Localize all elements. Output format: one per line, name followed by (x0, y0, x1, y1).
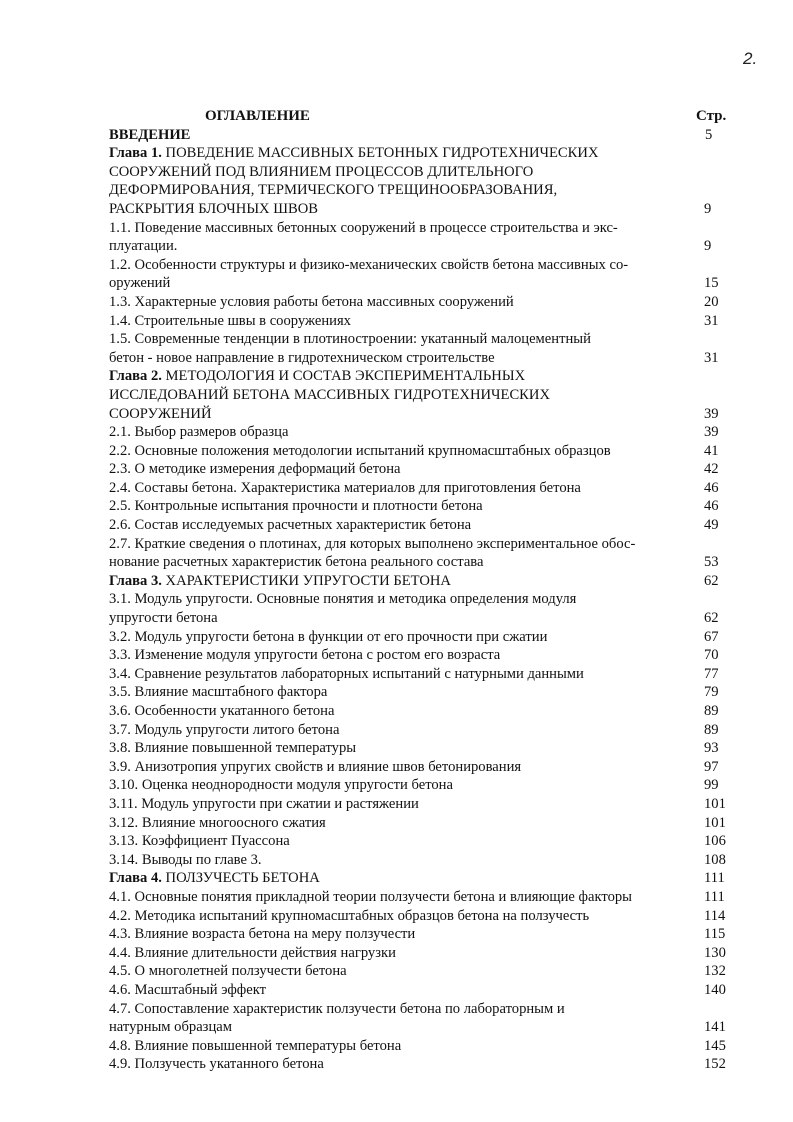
toc-entry-page: 39 (704, 424, 719, 441)
toc-entry-line: 1.4. Строительные швы в сооружениях (109, 312, 351, 329)
toc-entry-text (109, 702, 684, 721)
toc-entry-page: 152 (704, 1056, 726, 1073)
toc-entry-line: СООРУЖЕНИЙ ПОД ВЛИЯНИЕМ ПРОЦЕССОВ ДЛИТЕЛЬНОГО (109, 163, 534, 180)
toc-section[interactable] (109, 925, 739, 944)
toc-title: ОГЛАВЛЕНИЕ (205, 108, 310, 124)
toc-entry-line: оружений (109, 275, 171, 292)
toc-entry-page: 20 (704, 293, 719, 310)
toc-entry-line: нование расчетных характеристик бетона реального состава (109, 554, 484, 571)
toc-entry-text (109, 256, 684, 293)
toc-entry-text (109, 535, 684, 572)
toc-entry-text (109, 367, 684, 423)
chapter-title: МЕТОДОЛОГИЯ И СОСТАВ ЭКСПЕРИМЕНТАЛЬНЫХ (161, 368, 526, 385)
toc-entry-page: 67 (704, 628, 719, 645)
toc-entry-line: 3.9. Анизотропия упругих свойств и влияние швов бетонирования (109, 758, 522, 775)
toc-entry-page: 130 (704, 944, 726, 961)
toc-entry-page: 62 (704, 610, 719, 627)
toc-entry-page: 101 (704, 814, 726, 831)
toc-entry-page: 49 (704, 517, 719, 534)
toc-entry-page: 111 (704, 870, 725, 887)
toc-entry-page: 9 (704, 200, 712, 217)
toc-section[interactable] (109, 739, 739, 758)
toc-chapter[interactable] (109, 869, 739, 888)
toc-section[interactable] (109, 832, 739, 851)
toc-entry-text (109, 1037, 684, 1056)
toc-entries (109, 144, 739, 1074)
toc-entry-page: 97 (704, 758, 719, 775)
toc-entry-line (109, 869, 684, 888)
toc-entry-page: 31 (704, 349, 719, 366)
toc-entry-page: 145 (704, 1037, 726, 1054)
toc-entry-line: РАСКРЫТИЯ БЛОЧНЫХ ШВОВ (109, 200, 318, 217)
toc-entry-text (109, 312, 684, 331)
toc-entry-text (109, 330, 684, 367)
toc-section[interactable] (109, 293, 739, 312)
toc-entry-page: 42 (704, 461, 719, 478)
toc-section[interactable] (109, 312, 739, 331)
toc-entry-text (109, 758, 684, 777)
toc-entry-line: бетон - новое направление в гидротехническом строительстве (109, 349, 495, 366)
toc-entry-line: 3.5. Влияние масштабного фактора (109, 684, 328, 701)
toc-section[interactable] (109, 628, 739, 647)
toc-entry-page: 62 (704, 572, 719, 589)
toc-entry-text (109, 1000, 684, 1037)
toc-entry-line: 4.3. Влияние возраста бетона на меру ползучести (109, 926, 416, 943)
toc-entry-text (109, 925, 684, 944)
toc-section[interactable] (109, 516, 739, 535)
toc-entry-line: 3.11. Модуль упругости при сжатии и растяжении (109, 795, 419, 812)
toc-entry-line: 2.5. Контрольные испытания прочности и плотности бетона (109, 498, 483, 515)
toc-chapter[interactable] (109, 572, 739, 591)
toc-entry-line: 3.14. Выводы по главе 3. (109, 851, 262, 868)
toc-entry-text: ВВЕДЕНИЕ (109, 126, 191, 143)
toc-section[interactable] (109, 851, 739, 870)
toc-entry-line: 4.6. Масштабный эффект (109, 981, 266, 998)
toc-section[interactable] (109, 814, 739, 833)
toc-entry-line: 3.8. Влияние повышенной температуры (109, 740, 357, 757)
toc-section[interactable] (109, 665, 739, 684)
toc-entry-page: 46 (704, 479, 719, 496)
toc-entry-text (109, 888, 684, 907)
toc-section[interactable] (109, 944, 739, 963)
toc-entry-page: 99 (704, 777, 719, 794)
toc-section[interactable] (109, 721, 739, 740)
toc-entry-text (109, 776, 684, 795)
toc-entry-line: 1.5. Современные тенденции в плотиностроении: укатанный малоцементный (109, 331, 591, 348)
toc-entry-line: упругости бетона (109, 610, 218, 627)
toc-entry-line: 3.4. Сравнение результатов лабораторных испытаний с натурными данными (109, 665, 584, 682)
toc-entry-text (109, 144, 684, 218)
toc-entry-line: ИССЛЕДОВАНИЙ БЕТОНА МАССИВНЫХ ГИДРОТЕХНИЧЕСКИХ (109, 386, 550, 403)
toc-section[interactable] (109, 590, 739, 627)
toc-entry-line: ДЕФОРМИРОВАНИЯ, ТЕРМИЧЕСКОГО ТРЕЩИНООБРАЗОВАНИЯ, (109, 182, 558, 199)
toc-entry-page: 5 (705, 126, 713, 143)
toc-entry-page: 39 (704, 405, 719, 422)
toc-section[interactable] (109, 330, 739, 367)
chapter-label: Глава 3. (109, 572, 162, 589)
toc-entry-text (109, 460, 684, 479)
toc-entry-line: 3.10. Оценка неоднородности модуля упругости бетона (109, 777, 453, 794)
toc-entry-text (109, 962, 684, 981)
toc-entry-line: 3.3. Изменение модуля упругости бетона с ростом его возраста (109, 647, 501, 664)
toc-entry-line: 3.1. Модуль упругости. Основные понятия и методика определения модуля (109, 591, 577, 608)
toc-entry-text (109, 721, 684, 740)
toc-entry-text (109, 497, 684, 516)
toc-section[interactable] (109, 702, 739, 721)
toc-section[interactable] (109, 776, 739, 795)
toc-entry-line (109, 572, 684, 591)
toc-section[interactable] (109, 256, 739, 293)
toc-entry-text (109, 814, 684, 833)
toc-section[interactable] (109, 423, 739, 442)
toc-entry-line: 4.4. Влияние длительности действия нагрузки (109, 944, 396, 961)
toc-entry-introduction[interactable] (109, 126, 739, 145)
toc-entry-page: 31 (704, 312, 719, 329)
toc-entry-line: 2.4. Составы бетона. Характеристика материалов для приготовления бетона (109, 479, 581, 496)
toc-entry-text (109, 944, 684, 963)
toc-entry-page: 79 (704, 684, 719, 701)
page-column-label: Стр. (696, 108, 727, 124)
toc-section[interactable] (109, 460, 739, 479)
toc-entry-text (109, 739, 684, 758)
toc-entry-line: 3.7. Модуль упругости литого бетона (109, 721, 340, 738)
toc-entry-page: 41 (704, 442, 719, 459)
toc-section[interactable] (109, 1055, 739, 1074)
chapter-label: Глава 2. (109, 368, 162, 385)
toc-entry-page: 140 (704, 981, 726, 998)
toc-entry-line: 2.6. Состав исследуемых расчетных характеристик бетона (109, 517, 472, 534)
toc-entry-text (109, 1055, 684, 1074)
toc-entry-page: 108 (704, 851, 726, 868)
toc-entry-line: 2.1. Выбор размеров образца (109, 424, 289, 441)
toc-entry-page: 15 (704, 275, 719, 292)
toc-entry-page: 46 (704, 498, 719, 515)
toc-entry-line: 4.9. Ползучесть укатанного бетона (109, 1056, 324, 1073)
chapter-title: ПОЛЗУЧЕСТЬ БЕТОНА (161, 870, 320, 887)
toc-section[interactable] (109, 1000, 739, 1037)
toc-entry-text (109, 442, 684, 461)
toc-entry-text (109, 832, 684, 851)
toc-entry-page: 114 (704, 907, 726, 924)
toc-section[interactable] (109, 888, 739, 907)
toc-entry-line: 3.6. Особенности укатанного бетона (109, 703, 335, 719)
toc-section[interactable] (109, 1037, 739, 1056)
toc-chapter[interactable] (109, 367, 739, 423)
toc-entry-text (109, 907, 684, 926)
toc-section[interactable] (109, 479, 739, 498)
toc-entry-page: 53 (704, 554, 719, 571)
table-of-contents (109, 107, 739, 1074)
toc-entry-page: 111 (704, 888, 725, 905)
toc-entry-page: 93 (704, 740, 719, 757)
toc-entry-text (109, 646, 684, 665)
toc-entry-line: 1.2. Особенности структуры и физико-механических свойств бетона массивных со- (109, 256, 629, 273)
toc-entry-line: 4.1. Основные понятия прикладной теории ползучести бетона и влияющие факторы (109, 888, 632, 905)
toc-section[interactable] (109, 646, 739, 665)
chapter-label: Глава 4. (109, 870, 162, 887)
toc-entry-line: плуатации. (109, 238, 178, 255)
toc-section[interactable] (109, 907, 739, 926)
chapter-label: Глава 1. (109, 145, 162, 162)
toc-entry-text (109, 219, 684, 256)
toc-section[interactable] (109, 442, 739, 461)
toc-entry-page: 106 (704, 833, 726, 850)
toc-entry-text (109, 981, 684, 1000)
toc-entry-page: 115 (704, 926, 726, 943)
toc-entry-text (109, 572, 684, 591)
toc-entry-line (109, 367, 684, 386)
toc-entry-line: 1.1. Поведение массивных бетонных сооружений в процессе строительства и экс- (109, 219, 618, 236)
toc-entry-line: 1.3. Характерные условия работы бетона массивных сооружений (109, 293, 514, 310)
toc-entry-line: 4.5. О многолетней ползучести бетона (109, 963, 347, 980)
toc-entry-page: 89 (704, 721, 719, 738)
toc-entry-text (109, 516, 684, 535)
toc-entry-text (109, 869, 684, 888)
toc-section[interactable] (109, 683, 739, 702)
toc-entry-line: 2.3. О методике измерения деформаций бетона (109, 461, 401, 478)
toc-section[interactable] (109, 962, 739, 981)
toc-section[interactable] (109, 795, 739, 814)
toc-entry-text (109, 590, 684, 627)
toc-entry-page: 132 (704, 963, 726, 980)
toc-entry-page: 77 (704, 665, 719, 682)
toc-entry-line: 2.2. Основные положения методологии испытаний крупномасштабных образцов (109, 442, 611, 459)
toc-entry-page: 9 (704, 238, 712, 255)
toc-entry-line: натурным образцам (109, 1019, 232, 1036)
toc-section[interactable] (109, 758, 739, 777)
page-number: 2. (743, 49, 758, 68)
toc-entry-line: 3.12. Влияние многоосного сжатия (109, 814, 326, 831)
toc-entry-page: 70 (704, 647, 719, 664)
toc-chapter[interactable] (109, 144, 739, 218)
toc-section[interactable] (109, 497, 739, 516)
toc-section[interactable] (109, 219, 739, 256)
toc-entry-text (109, 683, 684, 702)
toc-entry-page: 89 (704, 703, 719, 719)
toc-entry-line: 3.13. Коэффициент Пуассона (109, 833, 290, 850)
toc-entry-text (109, 479, 684, 498)
toc-entry-line (109, 144, 684, 163)
toc-entry-text (109, 293, 684, 312)
toc-section[interactable] (109, 535, 739, 572)
toc-entry-line: 4.7. Сопоставление характеристик ползучести бетона по лабораторным и (109, 1000, 565, 1017)
toc-entry-line: 4.2. Методика испытаний крупномасштабных образцов бетона на ползучесть (109, 907, 590, 924)
toc-entry-text (109, 665, 684, 684)
chapter-title: ХАРАКТЕРИСТИКИ УПРУГОСТИ БЕТОНА (161, 572, 451, 589)
toc-entry-line: 2.7. Краткие сведения о плотинах, для которых выполнено экспериментальное обос- (109, 535, 636, 552)
toc-entry-text (109, 795, 684, 814)
toc-entry-text (109, 851, 684, 870)
toc-entry-page: 101 (704, 795, 726, 812)
toc-header (109, 107, 739, 126)
toc-entry-text (109, 423, 684, 442)
toc-entry-line: 3.2. Модуль упругости бетона в функции от его прочности при сжатии (109, 628, 548, 645)
toc-section[interactable] (109, 981, 739, 1000)
toc-entry-text (109, 628, 684, 647)
chapter-title: ПОВЕДЕНИЕ МАССИВНЫХ БЕТОННЫХ ГИДРОТЕХНИЧЕСКИХ (161, 145, 599, 162)
toc-entry-line: 4.8. Влияние повышенной температуры бетона (109, 1037, 402, 1054)
toc-entry-page: 141 (704, 1019, 726, 1036)
toc-entry-line: СООРУЖЕНИЙ (109, 405, 212, 422)
